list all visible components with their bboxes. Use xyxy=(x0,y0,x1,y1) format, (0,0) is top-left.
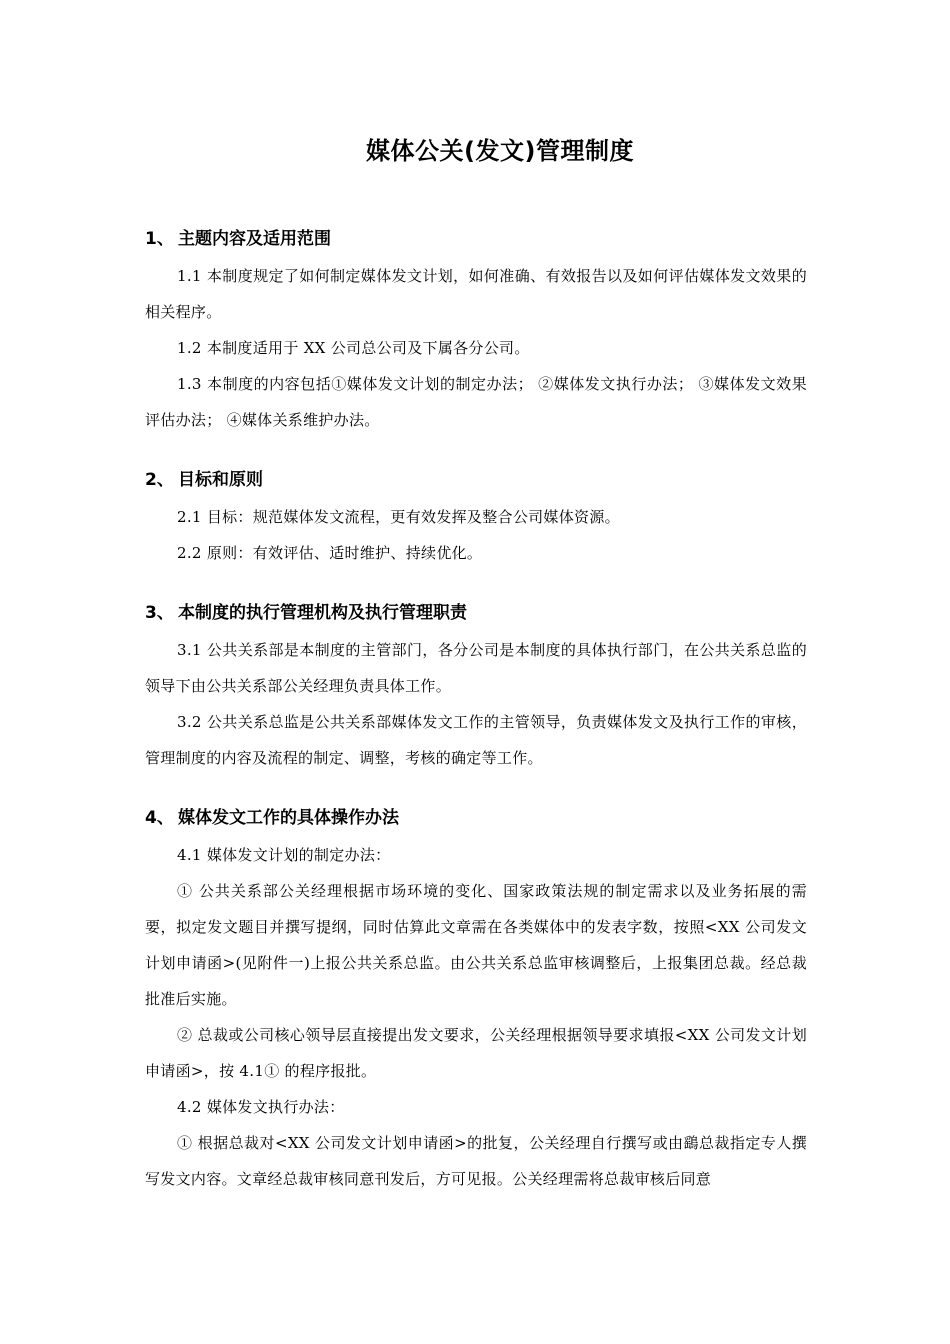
section-number: 4、 xyxy=(145,808,174,828)
section-number: 1、 xyxy=(145,229,174,249)
paragraph: 2.1 目标：规范媒体发文流程，更有效发挥及整合公司媒体资源。 xyxy=(177,508,620,526)
section-number: 3、 xyxy=(145,603,174,623)
section-heading xyxy=(145,463,807,497)
paragraph: 1.1 本制度规定了如何制定媒体发文计划，如何准确、有效报告以及如何评估媒体发文效果的相关程序。 xyxy=(145,267,807,321)
document-body xyxy=(145,222,807,1197)
section-heading xyxy=(145,801,807,835)
paragraph: ① 公共关系部公关经理根据市场环境的变化、国家政策法规的制定需求以及业务拓展的需要，拟定发文题目并撰写提纲，同时估算此文章需在各类媒体中的发表字数，按照<XX 公司发文计划申请函>(见附件一)上报公共关系总监。由公共关系总监审核调整后，上报集团总裁。经总裁批准后实施。 xyxy=(145,882,807,1008)
document-title: 媒体公关(发文)管理制度 xyxy=(366,137,634,165)
paragraph: 4.1 媒体发文计划的制定办法： xyxy=(177,846,391,864)
paragraph: 3.1 公共关系部是本制度的主管部门，各分公司是本制度的具体执行部门，在公共关系总监的领导下由公共关系部公关经理负责具体工作。 xyxy=(145,641,807,695)
section-heading-text: 本制度的执行管理机构及执行管理职责 xyxy=(178,603,467,623)
section-3 xyxy=(145,596,807,776)
paragraph: ② 总裁或公司核心领导层直接提出发文要求，公关经理根据领导要求填报<XX 公司发文计划申请函>，按 4.1① 的程序报批。 xyxy=(145,1026,807,1080)
section-2 xyxy=(145,463,807,571)
paragraph: 1.3 本制度的内容包括①媒体发文计划的制定办法； ②媒体发文执行办法； ③媒体发文效果评估办法； ④媒体关系维护办法。 xyxy=(145,375,807,429)
section-1 xyxy=(145,222,807,438)
section-4 xyxy=(145,801,807,1197)
paragraph: 4.2 媒体发文执行办法： xyxy=(177,1098,345,1116)
paragraph: ① 根据总裁对<XX 公司发文计划申请函>的批复，公关经理自行撰写或由鷂总裁指定专人撰写发文内容。文章经总裁审核同意刊发后，方可见报。公关经理需将总裁审核后同意 xyxy=(145,1134,807,1188)
section-heading-text: 主题内容及适用范围 xyxy=(178,229,331,249)
paragraph: 1.2 本制度适用于 XX 公司总公司及下属各分公司。 xyxy=(177,339,530,357)
section-heading-text: 目标和原则 xyxy=(178,470,263,490)
section-number: 2、 xyxy=(145,470,174,490)
section-heading xyxy=(145,596,807,630)
section-heading xyxy=(145,222,807,256)
section-heading-text: 媒体发文工作的具体操作办法 xyxy=(178,808,399,828)
paragraph: 2.2 原则：有效评估、适时维护、持续优化。 xyxy=(177,544,483,562)
paragraph: 3.2 公共关系总监是公共关系部媒体发文工作的主管领导，负责媒体发文及执行工作的审核，管理制度的内容及流程的制定、调整，考核的确定等工作。 xyxy=(145,713,807,767)
